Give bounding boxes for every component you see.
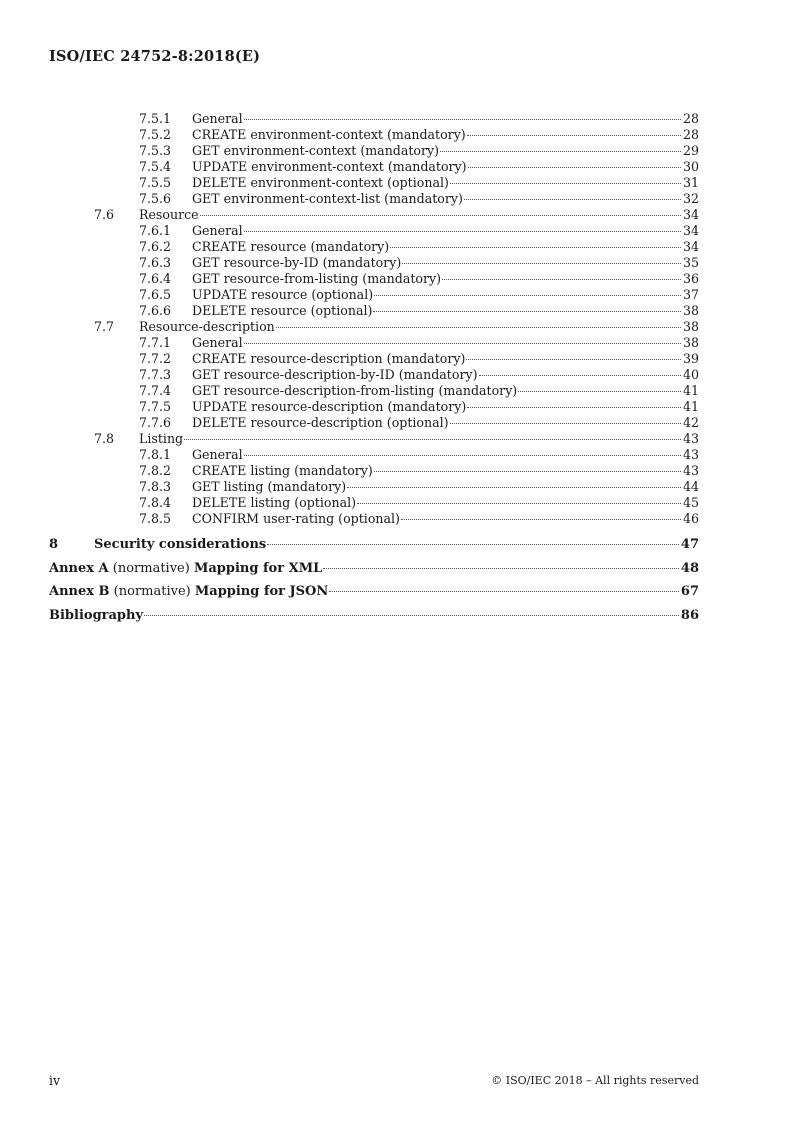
toc-page: 34 xyxy=(682,207,699,222)
dot-leader xyxy=(450,423,681,424)
dot-leader xyxy=(244,231,681,232)
toc-title xyxy=(49,557,322,581)
toc-number: 7.8.1 xyxy=(139,447,172,462)
toc-title: DELETE environment-context (optional) xyxy=(192,175,449,190)
toc-page: 34 xyxy=(682,223,699,238)
toc-entry-7-8-1[interactable] xyxy=(49,447,699,463)
dot-leader xyxy=(374,295,681,296)
copyright-notice: © ISO/IEC 2018 – All rights reserved xyxy=(491,1074,699,1087)
toc-title xyxy=(49,580,328,604)
toc-page: 45 xyxy=(682,495,699,510)
dot-leader xyxy=(390,247,681,248)
table-of-contents xyxy=(49,111,699,627)
dot-leader xyxy=(144,615,679,616)
dot-leader xyxy=(464,199,681,200)
toc-number: 7.8.3 xyxy=(139,479,172,494)
toc-entry-7-6-3[interactable] xyxy=(49,255,699,271)
toc-entry-7-6-2[interactable] xyxy=(49,239,699,255)
toc-title: Security considerations xyxy=(94,537,267,552)
toc-page: 30 xyxy=(682,159,699,174)
dot-leader xyxy=(329,591,679,592)
toc-entry-7-5-1[interactable] xyxy=(49,111,699,127)
toc-number: 7.7.2 xyxy=(139,351,172,366)
dot-leader xyxy=(267,544,679,545)
toc-title: GET resource-description-from-listing (mandatory) xyxy=(192,383,518,398)
toc-page: 41 xyxy=(682,399,699,414)
toc-number: 7.5.3 xyxy=(139,143,172,158)
toc-page: 38 xyxy=(682,335,699,350)
toc-number: 7.5.5 xyxy=(139,175,172,190)
toc-entry-bibliography[interactable] xyxy=(49,604,699,628)
toc-page: 32 xyxy=(682,191,699,206)
toc-entry-7-7-3[interactable] xyxy=(49,367,699,383)
toc-entry-7-5-5[interactable] xyxy=(49,175,699,191)
page-number: iv xyxy=(49,1073,61,1088)
dot-leader xyxy=(244,119,681,120)
dot-leader xyxy=(479,375,681,376)
toc-title: General xyxy=(192,111,243,126)
toc-entry-7-5-3[interactable] xyxy=(49,143,699,159)
toc-title: DELETE resource (optional) xyxy=(192,303,373,318)
toc-entry-7-5-6[interactable] xyxy=(49,191,699,207)
dot-leader xyxy=(402,263,681,264)
toc-title: DELETE listing (optional) xyxy=(192,495,357,510)
toc-title: GET environment-context-list (mandatory) xyxy=(192,191,463,206)
dot-leader xyxy=(184,439,681,440)
toc-page: 42 xyxy=(682,415,699,430)
toc-title: CONFIRM user-rating (optional) xyxy=(192,511,400,526)
toc-title: CREATE resource-description (mandatory) xyxy=(192,351,466,366)
toc-page: 48 xyxy=(680,560,699,576)
toc-entry-7-8-3[interactable] xyxy=(49,479,699,495)
toc-title: General xyxy=(192,447,243,462)
toc-entry-7-8-4[interactable] xyxy=(49,495,699,511)
toc-title: GET resource-by-ID (mandatory) xyxy=(192,255,402,270)
toc-number: 7.7.4 xyxy=(139,383,172,398)
annex-title: Mapping for XML xyxy=(193,560,323,576)
toc-title: Resource xyxy=(139,207,199,222)
toc-page: 46 xyxy=(682,511,699,526)
toc-entry-annex-b[interactable] xyxy=(49,580,699,604)
toc-page: 38 xyxy=(682,303,699,318)
toc-number: 7.7.1 xyxy=(139,335,172,350)
toc-title: GET environment-context (mandatory) xyxy=(192,143,440,158)
toc-entry-7-6-4[interactable] xyxy=(49,271,699,287)
toc-number: 8 xyxy=(49,537,59,552)
toc-title: UPDATE resource (optional) xyxy=(192,287,374,302)
toc-number: 7.8 xyxy=(94,431,115,446)
toc-page: 36 xyxy=(682,271,699,286)
toc-page: 43 xyxy=(682,463,699,478)
toc-page: 47 xyxy=(680,537,699,552)
dot-leader xyxy=(373,311,681,312)
toc-number: 7.5.1 xyxy=(139,111,172,126)
toc-entry-7-5-2[interactable] xyxy=(49,127,699,143)
toc-title: GET resource-from-listing (mandatory) xyxy=(192,271,442,286)
toc-number: 7.8.2 xyxy=(139,463,172,478)
toc-entry-annex-a[interactable] xyxy=(49,557,699,581)
dot-leader xyxy=(357,503,681,504)
dot-leader xyxy=(200,215,681,216)
toc-title: General xyxy=(192,223,243,238)
toc-title: CREATE resource (mandatory) xyxy=(192,239,390,254)
toc-entry-7-6-5[interactable] xyxy=(49,287,699,303)
toc-number: 7.7.6 xyxy=(139,415,172,430)
dot-leader xyxy=(466,359,681,360)
toc-number: 7.6.4 xyxy=(139,271,172,286)
dot-leader xyxy=(401,519,681,520)
toc-page: 43 xyxy=(682,447,699,462)
toc-title: UPDATE resource-description (mandatory) xyxy=(192,399,467,414)
dot-leader xyxy=(518,391,681,392)
annex-label: Annex B xyxy=(49,584,110,600)
dot-leader xyxy=(347,487,681,488)
toc-page: 43 xyxy=(682,431,699,446)
toc-page: 41 xyxy=(682,383,699,398)
toc-title: CREATE environment-context (mandatory) xyxy=(192,127,466,142)
toc-entry-7-8-2[interactable] xyxy=(49,463,699,479)
toc-number: 7.7.5 xyxy=(139,399,172,414)
toc-entry-7-6[interactable] xyxy=(49,207,699,223)
toc-page: 40 xyxy=(682,367,699,382)
toc-page: 67 xyxy=(680,584,699,600)
toc-number: 7.6.3 xyxy=(139,255,172,270)
toc-page: 35 xyxy=(682,255,699,270)
annex-qualifier: (normative) xyxy=(112,560,190,576)
toc-entry-7-7-4[interactable] xyxy=(49,383,699,399)
annex-title: Mapping for JSON xyxy=(194,584,329,600)
toc-entry-7-7-5[interactable] xyxy=(49,399,699,415)
dot-leader xyxy=(468,167,681,168)
toc-number: 7.5.2 xyxy=(139,127,172,142)
toc-title: CREATE listing (mandatory) xyxy=(192,463,373,478)
toc-title: General xyxy=(192,335,243,350)
toc-entry-7-6-6[interactable] xyxy=(49,303,699,319)
dot-leader xyxy=(276,327,681,328)
toc-title: Resource-description xyxy=(139,319,275,334)
dot-leader xyxy=(440,151,681,152)
toc-entry-7-6-1[interactable] xyxy=(49,223,699,239)
document-id-header: ISO/IEC 24752-8:2018(E) xyxy=(49,48,261,65)
toc-entry-7-7-2[interactable] xyxy=(49,351,699,367)
toc-number: 7.8.4 xyxy=(139,495,172,510)
toc-number: 7.7.3 xyxy=(139,367,172,382)
toc-entry-8[interactable] xyxy=(49,533,699,557)
toc-title: GET listing (mandatory) xyxy=(192,479,347,494)
dot-leader xyxy=(244,343,681,344)
toc-page: 37 xyxy=(682,287,699,302)
toc-entry-7-7-1[interactable] xyxy=(49,335,699,351)
toc-title: Listing xyxy=(139,431,184,446)
toc-number: 7.6.1 xyxy=(139,223,172,238)
toc-page: 44 xyxy=(682,479,699,494)
toc-number: 7.6.2 xyxy=(139,239,172,254)
toc-number: 7.6.6 xyxy=(139,303,172,318)
dot-leader xyxy=(467,407,681,408)
toc-page: 29 xyxy=(682,143,699,158)
toc-page: 28 xyxy=(682,111,699,126)
toc-page: 31 xyxy=(682,175,699,190)
dot-leader xyxy=(467,135,681,136)
toc-page: 39 xyxy=(682,351,699,366)
toc-title: GET resource-description-by-ID (mandatory) xyxy=(192,367,478,382)
toc-title: Bibliography xyxy=(49,607,144,623)
dot-leader xyxy=(323,568,679,569)
toc-entry-7-7-6[interactable] xyxy=(49,415,699,431)
toc-entry-7-5-4[interactable] xyxy=(49,159,699,175)
toc-number: 7.6.5 xyxy=(139,287,172,302)
toc-page: 86 xyxy=(680,607,699,623)
toc-page: 38 xyxy=(682,319,699,334)
toc-number: 7.5.4 xyxy=(139,159,172,174)
toc-entry-7-7[interactable] xyxy=(49,319,699,335)
dot-leader xyxy=(442,279,681,280)
toc-page: 28 xyxy=(682,127,699,142)
annex-qualifier: (normative) xyxy=(113,584,191,600)
toc-number: 7.8.5 xyxy=(139,511,172,526)
dot-leader xyxy=(450,183,681,184)
toc-number: 7.5.6 xyxy=(139,191,172,206)
toc-number: 7.6 xyxy=(94,207,115,222)
toc-title: UPDATE environment-context (mandatory) xyxy=(192,159,467,174)
toc-entry-7-8[interactable] xyxy=(49,431,699,447)
toc-number: 7.7 xyxy=(94,319,115,334)
toc-title: DELETE resource-description (optional) xyxy=(192,415,449,430)
toc-entry-7-8-5[interactable] xyxy=(49,511,699,527)
dot-leader xyxy=(244,455,681,456)
dot-leader xyxy=(374,471,681,472)
toc-page: 34 xyxy=(682,239,699,254)
annex-label: Annex A xyxy=(49,560,109,576)
